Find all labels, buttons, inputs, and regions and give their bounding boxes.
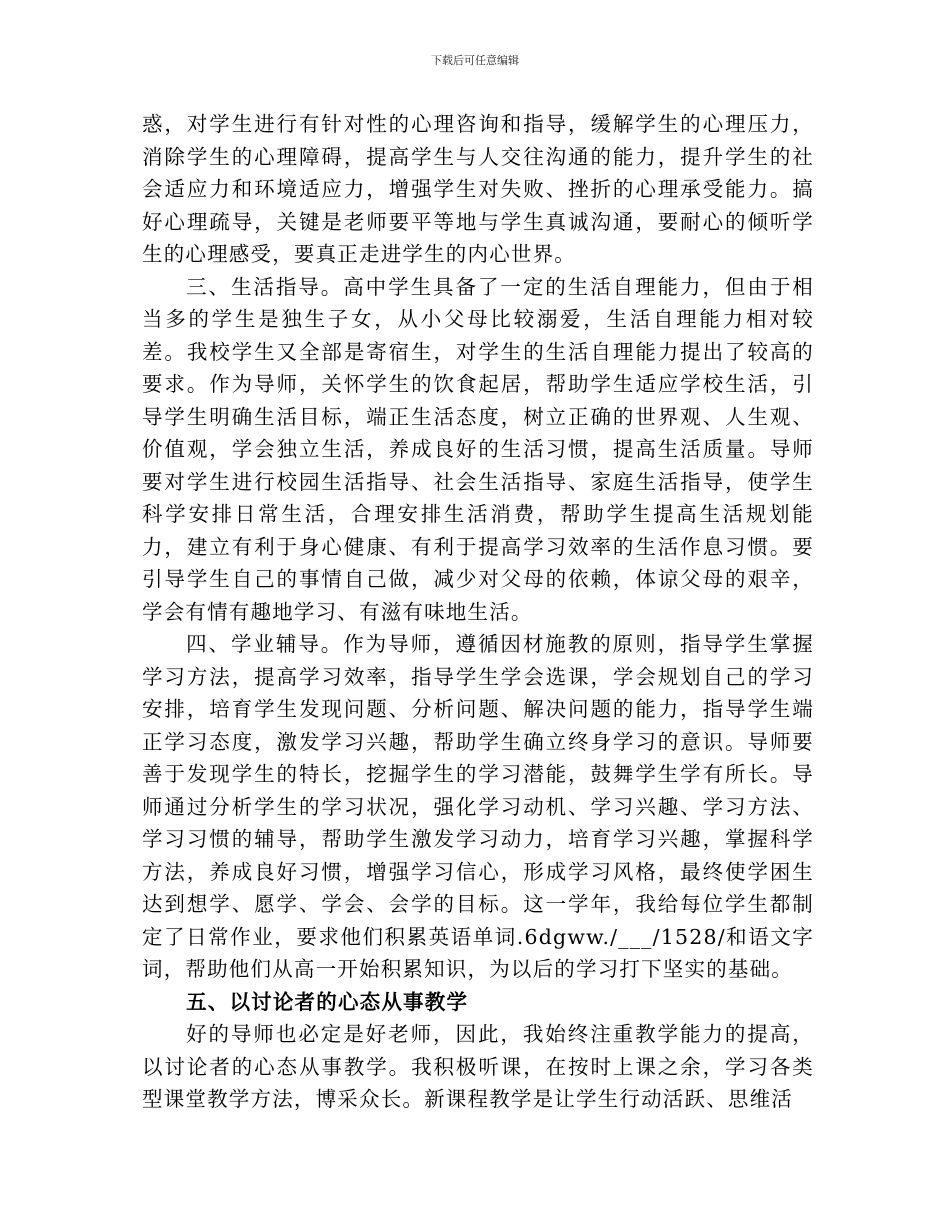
paragraph-psychological-counseling-end: 惑，对学生进行有针对性的心理咨询和指导，缓解学生的心理压力，消除学生的心理障碍，提高学生与人交往沟通的能力，提升学生的社会适应力和环境适应力，增强学生对失败、挫折的心理承受能力。搞好心理疏导，关键是老师要平等地与学生真诚沟通，要耐心的倾听学生的心理感受，要真正走进学生的内心世界。 bbox=[142, 112, 814, 266]
paragraph-academic-guidance: 四、学业辅导。作为导师，遵循因材施教的原则，指导学生掌握学习方法，提高学习效率，指导学生学会选课，学会规划自己的学习安排，培育学生发现问题、分析问题、解决问题的能力，指导学生端正学习态度，激发学习兴趣，帮助学生确立终身学习的意识。导师要善于发现学生的特长，挖掘学生的学习潜能，鼓舞学生学有所长。导师通过分析学生的学习状况，强化学习动机、学习兴趣、学习方法、学习习惯的辅导，帮助学生激发学习动力，培育学习兴趣，掌握科学方法，养成良好习惯，增强学习信心，形成学习风格，最终使学困生达到想学、愿学、学会、会学的目标。这一学年，我给每位学生都制定了日常作业，要求他们积累英语单词.6dgww./___/1528/和语文字词，帮助他们从高一开始积累知识，为以后的学习打下坚实的基础。 bbox=[142, 632, 814, 981]
paragraph-life-guidance: 三、生活指导。高中学生具备了一定的生活自理能力，但由于相当多的学生是独生子女，从小父母比较溺爱，生活自理能力相对较差。我校学生又全部是寄宿生，对学生的生活自理能力提出了较高的要求。作为导师，关怀学生的饮食起居，帮助学生适应学校生活，引导学生明确生活目标，端正生活态度，树立正确的世界观、人生观、价值观，学会独立生活，养成良好的生活习惯，提高生活质量。导师要对学生进行校园生活指导、社会生活指导、家庭生活指导，使学生科学安排日常生活，合理安排生活消费，帮助学生提高生活规划能力，建立有利于身心健康、有利于提高学习效率的生活作息习惯。要引导学生自己的事情自己做，减少对父母的依赖，体谅父母的艰辛，学会有情有趣地学习、有滋有味地生活。 bbox=[142, 274, 814, 624]
page-header: 下载后可任意编辑 bbox=[431, 54, 519, 67]
paragraph-teaching: 好的导师也必定是好老师，因此，我始终注重教学能力的提高，以讨论者的心态从事教学。我积极听课，在按时上课之余，学习各类型课堂教学方法，博采众长。新课程教学是让学生行动活跃、思维活 bbox=[142, 1022, 814, 1111]
section-heading-teaching: 五、以讨论者的心态从事教学 bbox=[186, 989, 469, 1014]
document-body bbox=[142, 108, 814, 1116]
